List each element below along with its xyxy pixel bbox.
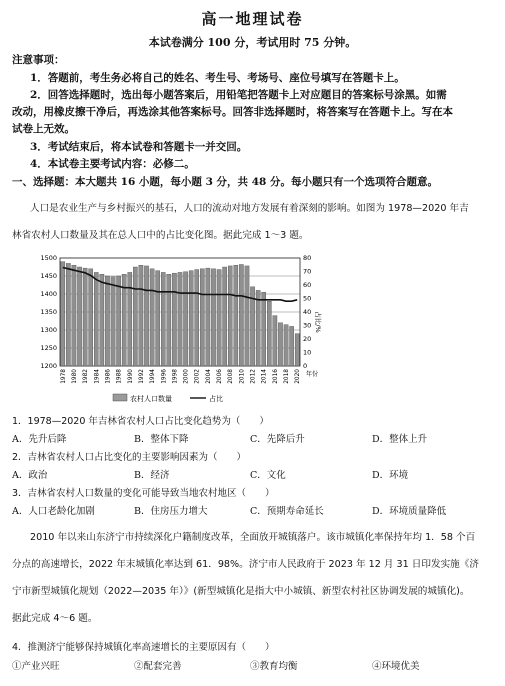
population-bar — [273, 316, 277, 366]
x-tick-label: 2002 — [194, 369, 201, 384]
intro-paragraph-line: 宁市新型城镇化规划（2022—2035 年）》(新型城镇化是指大中小城镇、新型农村社区协调发展的城镇化)。 — [12, 586, 470, 597]
option[interactable]: C．先降后升 — [250, 434, 305, 445]
page-title: 高一地理试卷 — [201, 10, 304, 28]
left-tick-label: 1350 — [40, 308, 57, 317]
option[interactable]: ④环境优美 — [372, 661, 420, 672]
population-bar — [66, 263, 70, 366]
right-tick-label: 70 — [303, 267, 312, 276]
left-tick-label: 1300 — [40, 326, 57, 335]
intro-paragraph-line: 2010 年以来山东济宁市持续深化户籍制度改革，全面放开城镇落户。该市城镇化率保持年均 1．58 个百 — [30, 532, 476, 543]
x-tick-label: 2004 — [205, 369, 212, 384]
population-bar — [100, 274, 104, 366]
question-stem: 3．吉林省农村人口数量的变化可能导致当地农村地区（ ） — [12, 488, 275, 499]
right-tick-label: 80 — [303, 254, 312, 263]
population-bar — [116, 276, 120, 366]
right-tick-label: 50 — [303, 294, 312, 303]
x-tick-label: 1996 — [161, 369, 168, 384]
option[interactable]: A．先升后降 — [12, 434, 67, 445]
x-tick-label: 1980 — [71, 369, 78, 384]
x-tick-label: 2006 — [217, 369, 224, 384]
population-bar — [172, 273, 176, 366]
x-tick-label: 2018 — [284, 369, 291, 384]
population-bar — [189, 271, 193, 366]
x-tick-label: 1984 — [94, 369, 101, 384]
x-tick-label: 1978 — [60, 369, 67, 384]
option[interactable]: ②配套完善 — [134, 661, 182, 672]
notice-line: 改动，用橡皮擦干净后，再选涂其他答案标号。回答非选择题时，将答案写在答题卡上。写在本 — [12, 106, 453, 118]
option[interactable]: A．政治 — [12, 470, 48, 481]
option[interactable]: D．环境 — [372, 470, 409, 481]
option[interactable]: B．经济 — [134, 470, 170, 481]
population-bar — [290, 326, 294, 366]
population-bar — [94, 272, 98, 366]
right-tick-label: 20 — [303, 335, 312, 344]
population-bar — [83, 268, 87, 366]
x-tick-label: 1994 — [150, 369, 157, 384]
x-tick-label: 2000 — [183, 369, 190, 384]
population-bar — [195, 270, 199, 366]
right-axis-label: 占比/% — [314, 311, 322, 333]
population-bar — [178, 272, 182, 366]
legend-label: 农村人口数量 — [130, 395, 172, 403]
population-bar — [61, 262, 65, 366]
left-tick-label: 1200 — [40, 362, 57, 371]
population-bar — [228, 266, 232, 366]
notice-line: 1．答题前，考生务必将自己的姓名、考生号、考场号、座位号填写在答题卡上。 — [30, 72, 405, 84]
population-bar — [278, 323, 282, 366]
option[interactable]: ③教育均衡 — [250, 661, 298, 672]
option[interactable]: D．整体上升 — [372, 434, 428, 445]
population-bar — [183, 272, 187, 366]
notice-line: 4．本试卷主要考试内容：必修二。 — [30, 158, 195, 170]
x-tick-label: 1988 — [116, 369, 123, 384]
x-tick-label: 2016 — [272, 369, 279, 384]
legend-bar-swatch — [113, 394, 127, 401]
left-tick-label: 1500 — [40, 254, 57, 263]
notice-line: 3．考试结束后，将本试卷和答题卡一并交回。 — [30, 141, 248, 153]
notice-line: 2．回答选择题时，选出每小题答案后，用铅笔把答题卡上对应题目的答案标号涂黑。如需 — [30, 89, 447, 101]
notice-line: 试卷上无效。 — [12, 123, 75, 135]
legend-label: 占比 — [209, 395, 223, 403]
x-tick-label: 2014 — [261, 369, 268, 384]
x-tick-label: 1992 — [138, 369, 145, 384]
x-tick-label: 1990 — [127, 369, 134, 384]
x-axis-unit: 年份 — [306, 371, 319, 378]
left-tick-label: 1450 — [40, 272, 57, 281]
x-tick-label: 1998 — [172, 369, 179, 384]
population-bar — [111, 277, 115, 366]
option[interactable]: A．人口老龄化加剧 — [12, 506, 95, 517]
intro-paragraph-line: 据此完成 4～6 题。 — [12, 613, 98, 624]
rural-population-chart — [18, 250, 338, 420]
option[interactable]: B．整体下降 — [134, 434, 189, 445]
intro-paragraph-line: 林省农村人口数量及其在总人口中的占比变化图。据此完成 1～3 题。 — [12, 230, 309, 241]
section-heading: 一、选择题：本大题共 16 小题，每小题 3 分，共 48 分。每小题只有一个选项符合题意。 — [12, 176, 438, 188]
notice-heading: 注意事项： — [12, 54, 65, 66]
population-bar — [161, 272, 165, 366]
population-bar — [295, 334, 299, 366]
x-tick-label: 2010 — [239, 369, 246, 384]
right-tick-label: 10 — [303, 348, 312, 357]
population-bar — [239, 264, 243, 366]
intro-paragraph-line: 分点的高速增长，2022 年末城镇化率达到 61．98%。济宁市人民政府于 2023 年 12 月 31 日印发实施《济 — [12, 559, 479, 570]
population-bar — [150, 269, 154, 366]
option[interactable]: C．预期寿命延长 — [250, 506, 324, 517]
population-bar — [211, 269, 215, 366]
x-tick-label: 2012 — [250, 369, 257, 384]
population-bar — [144, 266, 148, 366]
population-bar — [105, 276, 109, 366]
option[interactable]: D．环境质量降低 — [372, 506, 447, 517]
x-tick-label: 1982 — [83, 369, 90, 384]
left-tick-label: 1400 — [40, 290, 57, 299]
population-bar — [262, 292, 266, 366]
population-bar — [167, 274, 171, 366]
right-tick-label: 60 — [303, 281, 312, 290]
population-bar — [245, 266, 249, 366]
population-bar — [133, 267, 137, 366]
population-bar — [206, 268, 210, 366]
population-bar — [217, 270, 221, 366]
question-stem: 4．推测济宁能够保持城镇化率高速增长的主要原因有（ ） — [12, 642, 275, 653]
population-bar — [89, 269, 93, 366]
population-bar — [128, 272, 132, 366]
population-bar — [72, 265, 76, 366]
population-bar — [284, 325, 288, 366]
option[interactable]: C．文化 — [250, 470, 286, 481]
population-bar — [234, 265, 238, 366]
right-tick-label: 30 — [303, 321, 312, 330]
population-bar — [156, 271, 160, 366]
right-tick-label: 0 — [303, 362, 308, 371]
population-bar — [139, 265, 143, 366]
question-stem: 1．1978—2020 年吉林省农村人口占比变化趋势为（ ） — [12, 416, 269, 427]
question-stem: 2．吉林省农村人口占比变化的主要影响因素为（ ） — [12, 452, 247, 463]
option[interactable]: B．住房压力增大 — [134, 506, 208, 517]
population-bar — [267, 301, 271, 366]
population-bar — [200, 269, 204, 366]
x-tick-label: 2020 — [295, 369, 302, 384]
population-bar — [256, 290, 260, 366]
x-tick-label: 1986 — [105, 369, 112, 384]
page-subtitle: 本试卷满分 100 分，考试用时 75 分钟。 — [148, 36, 357, 49]
intro-paragraph-line: 人口是农业生产与乡村振兴的基石，人口的流动对地方发展有着深刻的影响。如图为 1978—2020 年吉 — [30, 203, 469, 214]
population-bar — [77, 267, 81, 366]
right-tick-label: 40 — [303, 308, 312, 317]
population-bar — [223, 267, 227, 366]
option[interactable]: ①产业兴旺 — [12, 661, 60, 672]
x-tick-label: 2008 — [228, 369, 235, 384]
left-tick-label: 1250 — [40, 344, 57, 353]
